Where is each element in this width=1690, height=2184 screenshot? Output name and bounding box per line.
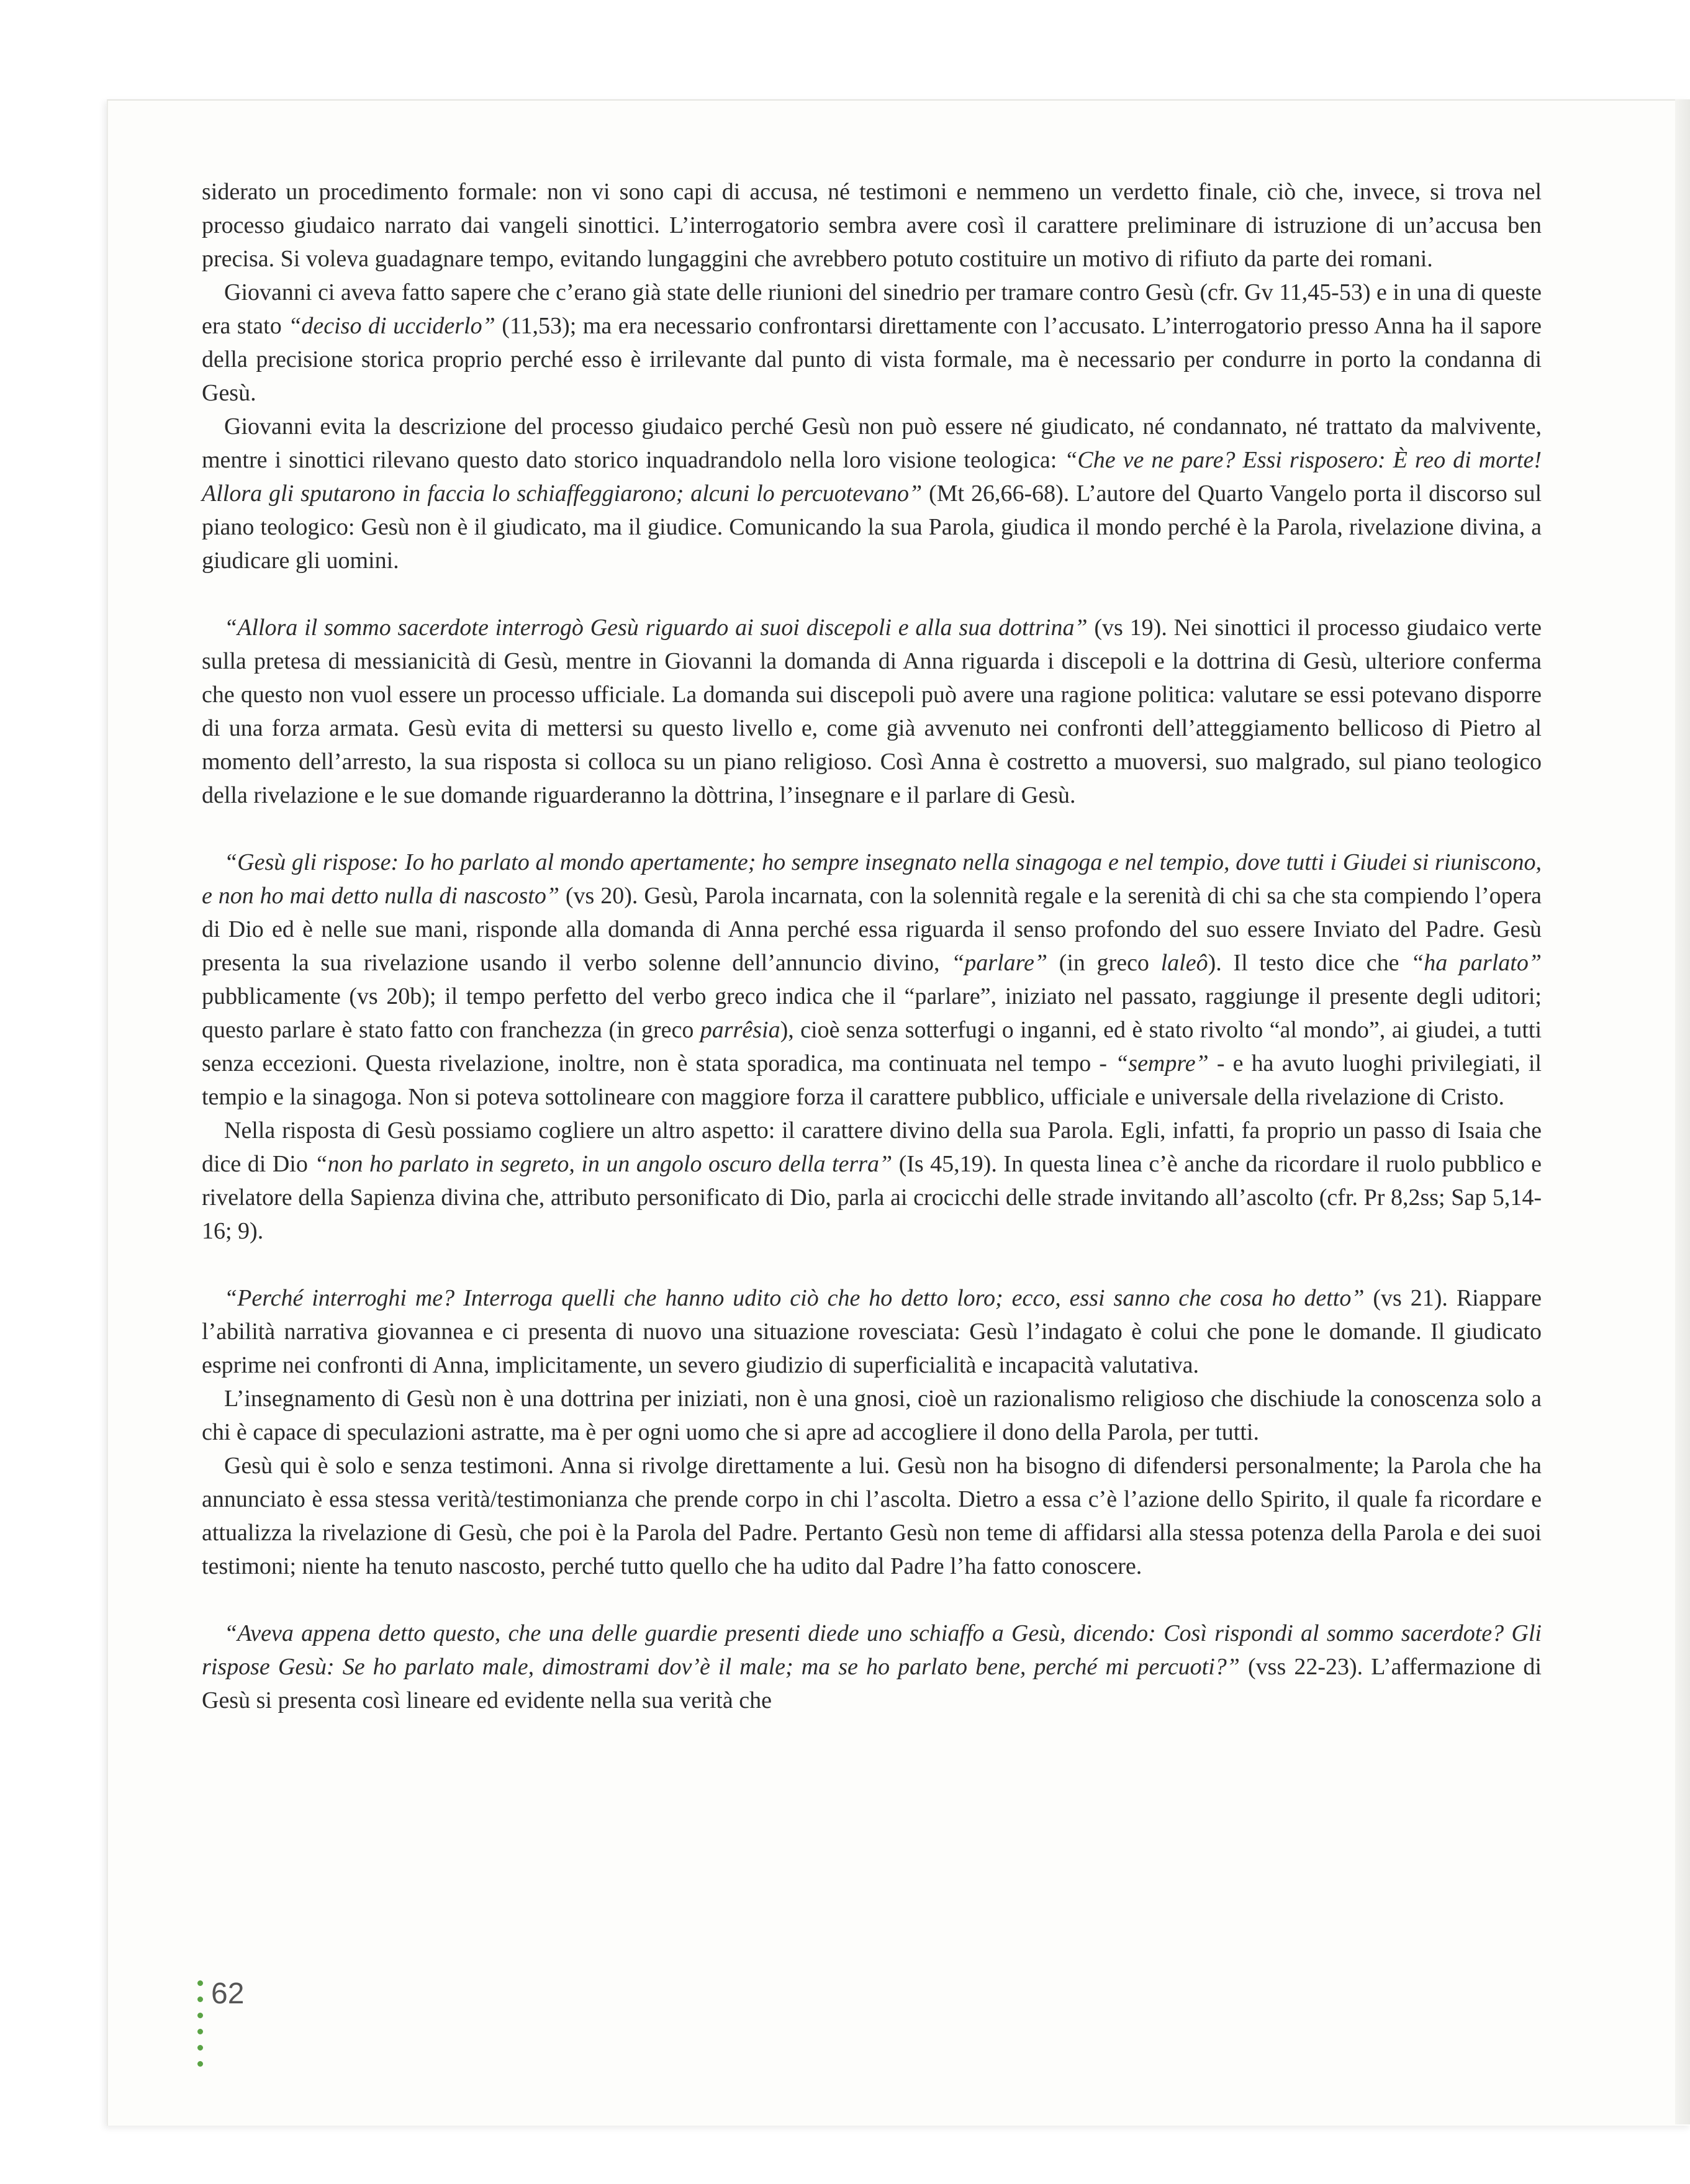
italic-quote-span: “ha parlato”	[1411, 950, 1542, 976]
paragraph-p9	[202, 1449, 1542, 1583]
italic-quote-span: “Aveva appena detto questo, che una delle guardie presenti diede uno schiaffo a Gesù, dicendo: Così rispondi al sommo sacerdote? Gli rispose Gesù: Se ho parlato male, dimostrami dov’è il male; ma se ho parlato bene, perché mi percuoti?”	[202, 1620, 1542, 1680]
text-span: pubblicamente (vs 20b); il tempo perfetto del verbo greco indica che il “parlare”, iniziato nel passato, raggiunge il presente degli uditori; questo parlare è stato fatto con franchezza (in greco	[202, 983, 1542, 1043]
paragraph-p1	[202, 175, 1542, 276]
italic-quote-span: “Gesù gli rispose: Io ho parlato al mondo apertamente; ho sempre insegnato nella sinagoga e nel tempio, dove tutti i Giudei si riuniscono, e non ho mai detto nulla di nascosto”	[202, 849, 1542, 909]
italic-quote-span: “Che ve ne pare? Essi risposero: È reo di morte! Allora gli sputarono in faccia lo schiaffeggiarono; alcuni lo percuotevano”	[202, 447, 1542, 507]
italic-quote-span: “Allora il sommo sacerdote interrogò Gesù riguardo ai suoi discepoli e alla sua dottrina”	[224, 615, 1088, 641]
page-number: 62	[211, 1977, 245, 2010]
text-span: siderato un procedimento formale: non vi sono capi di accusa, né testimoni e nemmeno un verdetto finale, ciò che, invece, si trova nel processo giudaico narrato dai vangeli sinottici. L’interrogatorio sembra avere così il carattere preliminare di istruzione di un’accusa ben precisa. Si voleva guadagnare tempo, evitando lungaggini che avrebbero potuto costituire un motivo di rifiuto da parte dei romani.	[202, 179, 1542, 272]
text-span: L’insegnamento di Gesù non è una dottrina per iniziati, non è una gnosi, cioè un razionalismo religioso che dischiude la conoscenza solo a chi è capace di speculazioni astratte, ma è per ogni uomo che si apre ad accogliere il dono della Parola, per tutti.	[202, 1386, 1542, 1445]
paragraph-p6	[202, 1114, 1542, 1248]
italic-quote-span: “non ho parlato in segreto, in un angolo oscuro della terra”	[314, 1151, 893, 1177]
text-span: Gesù qui è solo e senza testimoni. Anna si rivolge direttamente a lui. Gesù non ha bisogno di difendersi personalmente; la Parola che ha annunciato è essa stessa verità/testimonianza che prende corpo in chi l’ascolta. Dietro a essa c’è l’azione dello Spirito, il quale fa ricordare e attualizza la rivelazione di Gesù, che poi è la Parola del Padre. Pertanto Gesù non teme di affidarsi alla stessa potenza della Parola e dei suoi testimoni; niente ha tenuto nascosto, perché tutto quello che ha udito dal Padre l’ha fatto conoscere.	[202, 1453, 1542, 1579]
paragraph-p2	[202, 276, 1542, 410]
italic-quote-span: parrêsia	[700, 1017, 780, 1043]
paragraph-p10	[202, 1617, 1542, 1717]
text-span: (vs 20). Gesù, Parola incarnata, con la solennità regale e la serenità di chi sa che sta compiendo l’opera di Dio ed è nelle sue mani, risponde alla domanda di Anna perché essa riguarda il senso profondo del suo essere Inviato del Padre. Gesù presenta la sua rivelazione usando il verbo solenne dell’annuncio divino,	[202, 883, 1542, 976]
italic-quote-span: “sempre”	[1115, 1050, 1209, 1076]
text-span: (11,53); ma era necessario confrontarsi direttamente con l’accusato. L’interrogatorio presso Anna ha il sapore della precisione storica proprio perché esso è irrilevante dal punto di vista formale, ma è necessario per condurre in porto la condanna di Gesù.	[202, 313, 1542, 406]
italic-quote-span: “deciso di ucciderlo”	[288, 313, 495, 339]
page-folio	[197, 1977, 384, 2105]
text-span: (vs 21). Riappare l’abilità narrativa giovannea e ci presenta di nuovo una situazione rovesciata: Gesù l’indagato è colui che pone le domande. Il giudicato esprime nei confronti di Anna, implicitamente, un severo giudizio di superficialità e incapacità valutativa.	[202, 1285, 1542, 1378]
text-span: ), cioè senza sotterfugi o inganni, ed è stato rivolto “al mondo”, ai giudei, a tutti senza eccezioni. Questa rivelazione, inoltre, non è stata sporadica, ma continuata nel tempo -	[202, 1017, 1542, 1076]
decorative-dot-column	[197, 1980, 205, 2077]
text-span: Giovanni ci aveva fatto sapere che c’erano già state delle riunioni del sinedrio per tramare contro Gesù (cfr. Gv 11,45-53) e in una di queste era stato	[202, 279, 1542, 339]
italic-quote-span: “Perché interroghi me? Interroga quelli che hanno udito ciò che ho detto loro; ecco, essi sanno che cosa ho detto”	[224, 1285, 1365, 1311]
text-span: (Is 45,19). In questa linea c’è anche da ricordare il ruolo pubblico e rivelatore della Sapienza divina che, attributo personificato di Dio, parla ai crocicchi delle strade invitando all’ascolto (cfr. Pr 8,2ss; Sap 5,14-16; 9).	[202, 1151, 1542, 1244]
paragraph-p4	[202, 611, 1542, 812]
text-span: Nella risposta di Gesù possiamo cogliere un altro aspetto: il carattere divino della sua Parola. Egli, infatti, fa proprio un passo di Isaia che dice di Dio	[202, 1117, 1542, 1177]
text-span: - e ha avuto luoghi privilegiati, il tempio e la sinagoga. Non si poteva sottolineare con maggiore forza il carattere pubblico, ufficiale e universale della rivelazione di Cristo.	[202, 1050, 1542, 1110]
paragraph-p8	[202, 1382, 1542, 1449]
text-span: (vss 22-23). L’affermazione di Gesù si presenta così lineare ed evidente nella sua verità che	[202, 1654, 1542, 1713]
paragraph-p5	[202, 846, 1542, 1114]
text-span: Giovanni evita la descrizione del processo giudaico perché Gesù non può essere né giudicato, né condannato, né trattato da malvivente, mentre i sinottici rilevano questo dato storico inquadrandolo nella loro visione teologica:	[202, 413, 1542, 473]
text-span: (in greco	[1047, 950, 1161, 976]
text-span: (Mt 26,66-68). L’autore del Quarto Vangelo porta il discorso sul piano teologico: Gesù non è il giudicato, ma il giudice. Comunicando la sua Parola, giudica il mondo perché è la Parola, rivelazione divina, a giudicare gli uomini.	[202, 481, 1542, 574]
text-span: (vs 19). Nei sinottici il processo giudaico verte sulla pretesa di messianicità di Gesù, mentre in Giovanni la domanda di Anna riguarda i discepoli e la dottrina di Gesù, ulteriore conferma che questo non vuol essere un processo ufficiale. La domanda sui discepoli può avere una ragione politica: valutare se essi potevano disporre di una forza armata. Gesù evita di mettersi su questo livello e, come già avvenuto nei confronti dell’atteggiamento bellicoso di Pietro al momento dell’arresto, la sua risposta si colloca su un piano religioso. Così Anna è costretto a muoversi, suo malgrado, sul piano teologico della rivelazione e le sue domande riguarderanno la dòttrina, l’insegnare e il parlare di Gesù.	[202, 615, 1542, 808]
page-edge-shadow	[1675, 99, 1690, 2124]
paragraph-p3	[202, 410, 1542, 577]
italic-quote-span: “parlare”	[951, 950, 1047, 976]
paragraph-p7	[202, 1281, 1542, 1382]
body-text	[202, 175, 1542, 1717]
text-span: ). Il testo dice che	[1208, 950, 1411, 976]
italic-quote-span: laleô	[1160, 950, 1208, 976]
